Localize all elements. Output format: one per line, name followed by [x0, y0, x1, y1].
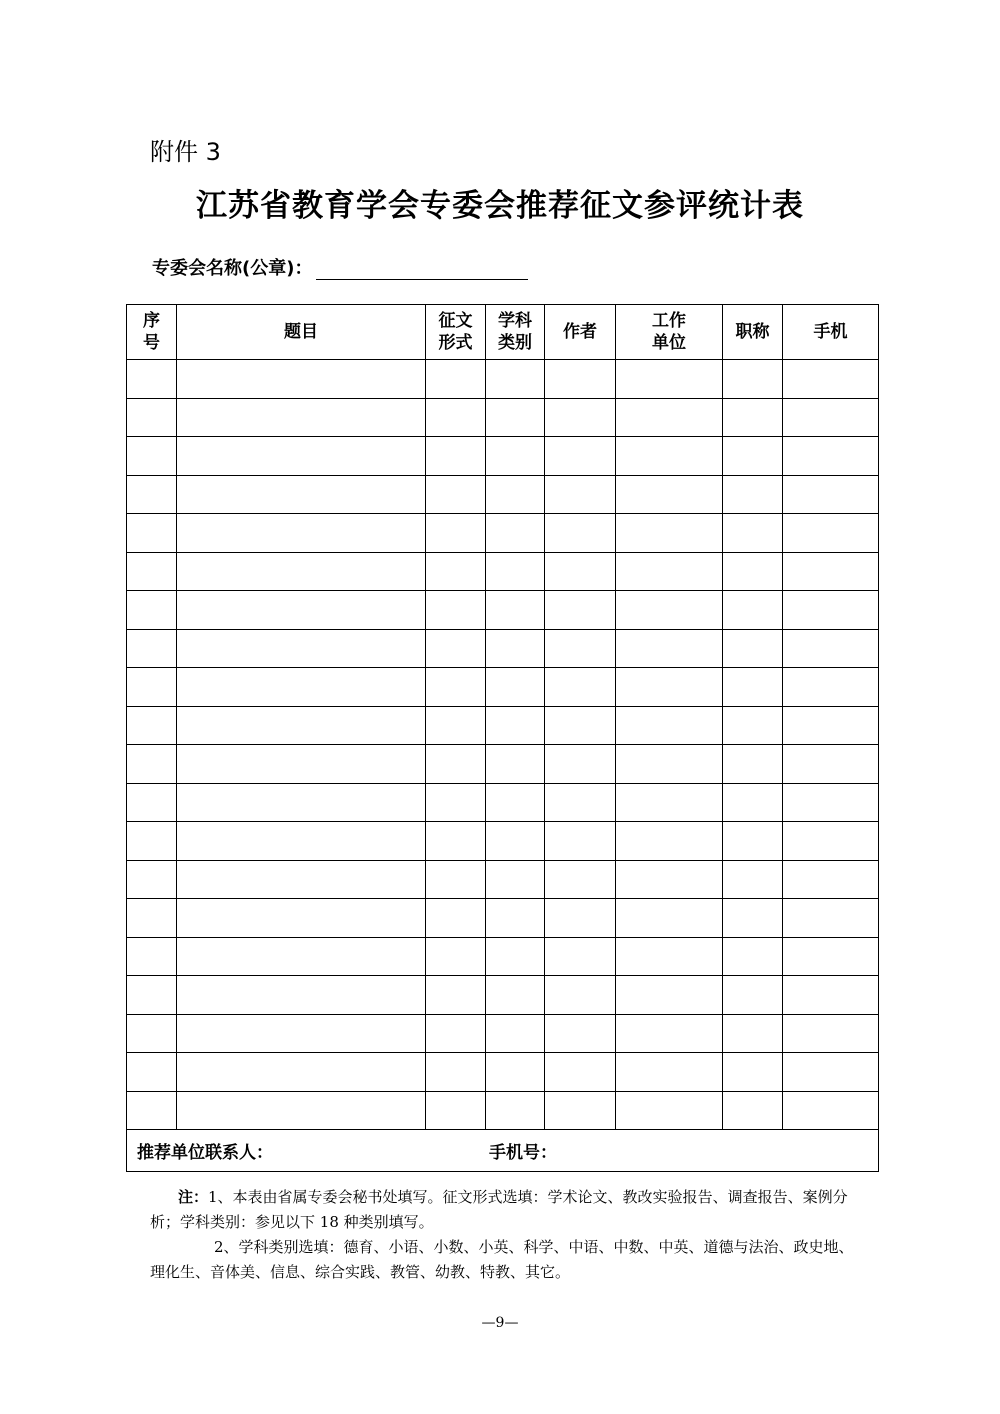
table-cell[interactable] [723, 591, 783, 630]
table-cell[interactable] [723, 552, 783, 591]
table-cell[interactable] [177, 514, 426, 553]
table-cell[interactable] [616, 1091, 723, 1130]
table-cell[interactable] [616, 822, 723, 861]
table-cell[interactable] [486, 514, 545, 553]
table-cell[interactable] [426, 822, 486, 861]
table-cell[interactable] [723, 437, 783, 476]
table-cell[interactable] [426, 706, 486, 745]
table-cell[interactable] [545, 552, 616, 591]
table-cell[interactable] [127, 629, 177, 668]
table-cell[interactable] [723, 475, 783, 514]
table-cell[interactable] [723, 629, 783, 668]
table-row [127, 899, 879, 938]
table-row [127, 706, 879, 745]
table-cell[interactable] [486, 591, 545, 630]
table-cell[interactable] [177, 783, 426, 822]
table-cell[interactable] [545, 1014, 616, 1053]
table-cell[interactable] [545, 1053, 616, 1092]
header-author: 作者 [545, 305, 616, 360]
table-cell[interactable] [177, 629, 426, 668]
table-cell[interactable] [486, 629, 545, 668]
table-cell[interactable] [177, 398, 426, 437]
table-row [127, 668, 879, 707]
notes [150, 1185, 862, 1285]
table-cell[interactable] [127, 783, 177, 822]
table-cell[interactable] [545, 1091, 616, 1130]
table-cell[interactable] [545, 398, 616, 437]
table-cell[interactable] [127, 822, 177, 861]
table-cell[interactable] [177, 668, 426, 707]
table-cell[interactable] [545, 668, 616, 707]
table-cell[interactable] [426, 398, 486, 437]
table-cell[interactable] [426, 437, 486, 476]
table-cell[interactable] [545, 437, 616, 476]
table-cell[interactable] [426, 475, 486, 514]
table-cell[interactable] [783, 937, 879, 976]
table-cell[interactable] [545, 899, 616, 938]
table-row [127, 360, 879, 399]
table-cell[interactable] [545, 706, 616, 745]
table-cell[interactable] [127, 398, 177, 437]
table-cell[interactable] [177, 706, 426, 745]
table-cell[interactable] [616, 398, 723, 437]
table-cell[interactable] [545, 629, 616, 668]
table-cell[interactable] [723, 1091, 783, 1130]
table-cell[interactable] [486, 745, 545, 784]
table-cell[interactable] [545, 937, 616, 976]
table-row [127, 475, 879, 514]
table-header-row [127, 305, 879, 360]
contact-phone-label: 手机号： [489, 1143, 557, 1163]
table-cell[interactable] [783, 668, 879, 707]
table-cell[interactable] [486, 899, 545, 938]
table-cell[interactable] [723, 822, 783, 861]
table-cell[interactable] [616, 860, 723, 899]
table-cell[interactable] [783, 552, 879, 591]
table-cell[interactable] [723, 514, 783, 553]
table-cell[interactable] [616, 629, 723, 668]
table-row [127, 437, 879, 476]
table-cell[interactable] [426, 629, 486, 668]
table-row [127, 745, 879, 784]
table-cell[interactable] [177, 552, 426, 591]
note-line-2: 2、学科类别选填：德育、小语、小数、小英、科学、中语、中数、中英、道德与法治、政史地、理化生、音体美、信息、综合实践、教管、幼教、特教、其它。 [150, 1238, 854, 1281]
table-cell[interactable] [426, 514, 486, 553]
table-cell[interactable] [545, 514, 616, 553]
table-cell[interactable] [426, 1091, 486, 1130]
header-subject-category: 学科类别 [486, 305, 545, 360]
table-cell[interactable] [783, 745, 879, 784]
table-cell[interactable] [723, 1014, 783, 1053]
table-cell[interactable] [783, 360, 879, 399]
table-cell[interactable] [723, 360, 783, 399]
table-cell[interactable] [127, 591, 177, 630]
table-cell[interactable] [723, 860, 783, 899]
table-cell[interactable] [723, 976, 783, 1015]
table-cell[interactable] [177, 1053, 426, 1092]
table-cell[interactable] [426, 1014, 486, 1053]
table-cell[interactable] [127, 1014, 177, 1053]
table-cell[interactable] [616, 899, 723, 938]
table-cell[interactable] [723, 1053, 783, 1092]
table-cell[interactable] [783, 591, 879, 630]
table-cell[interactable] [486, 552, 545, 591]
table-cell[interactable] [426, 860, 486, 899]
table-cell[interactable] [486, 360, 545, 399]
table-cell[interactable] [783, 475, 879, 514]
table-cell[interactable] [616, 437, 723, 476]
table-cell[interactable] [426, 899, 486, 938]
table-row [127, 822, 879, 861]
table-cell[interactable] [783, 1091, 879, 1130]
table-cell[interactable] [127, 706, 177, 745]
table-cell[interactable] [486, 860, 545, 899]
table-cell[interactable] [545, 860, 616, 899]
table-footer-row [127, 1130, 879, 1172]
table-cell[interactable] [426, 745, 486, 784]
table-cell[interactable] [127, 668, 177, 707]
table-cell[interactable] [723, 937, 783, 976]
header-seq: 序号 [127, 305, 177, 360]
table-cell[interactable] [723, 398, 783, 437]
table-cell[interactable] [486, 937, 545, 976]
table-cell[interactable] [616, 360, 723, 399]
table-cell[interactable] [127, 360, 177, 399]
table-cell[interactable] [426, 783, 486, 822]
table-cell[interactable] [127, 860, 177, 899]
table-row [127, 976, 879, 1015]
table-row [127, 1053, 879, 1092]
table-row [127, 552, 879, 591]
attachment-label: 附件 3 [150, 138, 221, 166]
table-cell[interactable] [783, 976, 879, 1015]
table-cell[interactable] [783, 783, 879, 822]
table-body [127, 360, 879, 1130]
table-cell[interactable] [486, 475, 545, 514]
table-cell[interactable] [616, 552, 723, 591]
table-cell[interactable] [723, 899, 783, 938]
table-cell[interactable] [177, 860, 426, 899]
table-row [127, 629, 879, 668]
table-cell[interactable] [177, 591, 426, 630]
header-job-title: 职称 [723, 305, 783, 360]
table-cell[interactable] [127, 437, 177, 476]
table-cell[interactable] [616, 514, 723, 553]
table-cell[interactable] [616, 706, 723, 745]
committee-name-line [152, 254, 528, 280]
committee-name-label: 专委会名称(公章)： [152, 258, 313, 279]
table-cell[interactable] [127, 937, 177, 976]
table-cell[interactable] [545, 360, 616, 399]
table-cell[interactable] [616, 668, 723, 707]
table-row [127, 783, 879, 822]
table-row [127, 591, 879, 630]
table-row [127, 860, 879, 899]
table-cell[interactable] [616, 976, 723, 1015]
contact-person-label: 推荐单位联系人： [137, 1143, 273, 1163]
table-cell[interactable] [426, 1053, 486, 1092]
table-cell[interactable] [177, 360, 426, 399]
table-cell[interactable] [177, 1014, 426, 1053]
footer-cell [127, 1130, 879, 1172]
table-cell[interactable] [127, 1053, 177, 1092]
table-cell[interactable] [783, 860, 879, 899]
table-cell[interactable] [723, 745, 783, 784]
table-cell[interactable] [127, 745, 177, 784]
table-cell[interactable] [426, 937, 486, 976]
table-cell[interactable] [783, 899, 879, 938]
table-cell[interactable] [783, 1053, 879, 1092]
header-work-unit: 工作单位 [616, 305, 723, 360]
table-cell[interactable] [545, 822, 616, 861]
table-cell[interactable] [486, 1091, 545, 1130]
table-cell[interactable] [616, 475, 723, 514]
table-cell[interactable] [486, 976, 545, 1015]
table-cell[interactable] [177, 1091, 426, 1130]
table-row [127, 398, 879, 437]
note-line-1 [150, 1185, 862, 1235]
table-cell[interactable] [177, 822, 426, 861]
table-cell[interactable] [783, 437, 879, 476]
table-cell[interactable] [486, 437, 545, 476]
table-cell[interactable] [616, 591, 723, 630]
table-cell[interactable] [127, 1091, 177, 1130]
table-cell[interactable] [426, 976, 486, 1015]
table-cell[interactable] [426, 360, 486, 399]
table-cell[interactable] [545, 783, 616, 822]
table-cell[interactable] [616, 745, 723, 784]
table-cell[interactable] [127, 899, 177, 938]
table-cell[interactable] [486, 1014, 545, 1053]
table-cell[interactable] [177, 437, 426, 476]
table-cell[interactable] [783, 514, 879, 553]
table-cell[interactable] [783, 629, 879, 668]
table-cell[interactable] [177, 899, 426, 938]
table-cell[interactable] [545, 745, 616, 784]
table-row [127, 514, 879, 553]
table-cell[interactable] [783, 706, 879, 745]
table-cell[interactable] [616, 1014, 723, 1053]
table-cell[interactable] [545, 475, 616, 514]
table-row [127, 1091, 879, 1130]
table-cell[interactable] [783, 822, 879, 861]
header-essay-form: 征文形式 [426, 305, 486, 360]
table-cell[interactable] [486, 668, 545, 707]
table-cell[interactable] [127, 514, 177, 553]
table-cell[interactable] [723, 706, 783, 745]
table-cell[interactable] [616, 1053, 723, 1092]
table-cell[interactable] [616, 937, 723, 976]
table-cell[interactable] [783, 398, 879, 437]
table-cell[interactable] [177, 937, 426, 976]
header-title: 题目 [177, 305, 426, 360]
table-cell[interactable] [486, 783, 545, 822]
table-cell[interactable] [486, 398, 545, 437]
table-row [127, 1014, 879, 1053]
table-cell[interactable] [783, 1014, 879, 1053]
table-cell[interactable] [486, 822, 545, 861]
table-cell[interactable] [177, 976, 426, 1015]
table-cell[interactable] [486, 1053, 545, 1092]
header-phone: 手机 [783, 305, 879, 360]
table-cell[interactable] [723, 668, 783, 707]
note-label: 注： [178, 1188, 209, 1206]
table-cell[interactable] [616, 783, 723, 822]
table-cell[interactable] [426, 591, 486, 630]
table-cell[interactable] [545, 591, 616, 630]
table-cell[interactable] [127, 552, 177, 591]
table-row [127, 937, 879, 976]
stats-table [126, 304, 879, 1172]
table-cell[interactable] [486, 706, 545, 745]
note-text-1: 1、本表由省属专委会秘书处填写。征文形式选填：学术论文、教改实验报告、调查报告、案例分析；学科类别：参见以下 18 种类别填写。 [150, 1188, 848, 1231]
table-cell[interactable] [177, 475, 426, 514]
table-cell[interactable] [127, 976, 177, 1015]
committee-name-blank [316, 261, 528, 280]
table-cell[interactable] [426, 552, 486, 591]
table-cell[interactable] [723, 783, 783, 822]
table-cell[interactable] [177, 745, 426, 784]
page-title: 江苏省教育学会专委会推荐征文参评统计表 [196, 188, 804, 224]
table-cell[interactable] [127, 475, 177, 514]
table-cell[interactable] [426, 668, 486, 707]
table-cell[interactable] [545, 976, 616, 1015]
page-number: —9— [481, 1315, 519, 1331]
